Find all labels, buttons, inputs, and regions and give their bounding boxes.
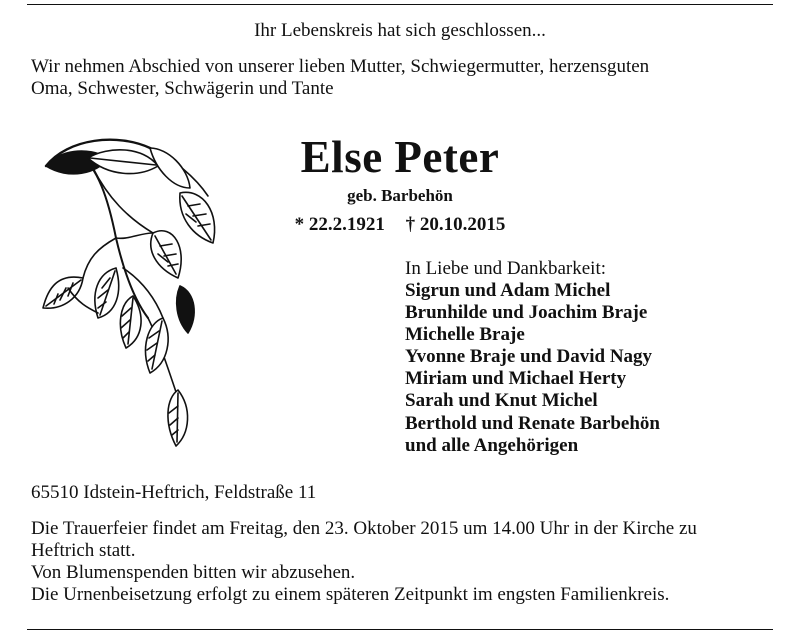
tagline: Ihr Lebenskreis hat sich geschlossen... [254, 20, 546, 41]
mourner-name: Sigrun und Adam Michel [405, 280, 611, 301]
mourner-name: Yvonne Braje und David Nagy [405, 346, 653, 368]
intro-line-1: Wir nehmen Abschied von unserer lieben Mutter, Schwiegermutter, herzensguten [31, 56, 650, 77]
life-dates [250, 214, 550, 236]
birth-date: * 22.2.1921 [294, 214, 385, 235]
mourner-name: Michelle Braje [405, 324, 525, 346]
deceased-name: Else Peter [300, 132, 500, 182]
mourner-name: Sarah und Knut Michel [405, 390, 598, 412]
mourner-name: Berthold und Renate Barbehön [405, 412, 660, 434]
birch-branch-icon [28, 128, 228, 458]
flowers-note: Von Blumenspenden bitten wir abzusehen. [31, 562, 356, 583]
funeral-line-2: Heftrich statt. [31, 540, 136, 561]
mourner-name: Brunhilde und Joachim Braje [405, 302, 648, 324]
bottom-border [27, 629, 773, 630]
mourner-name: und alle Angehörigen [405, 434, 579, 456]
mourners-intro: In Liebe und Dankbarkeit: [405, 258, 607, 279]
funeral-line-1: Die Trauerfeier findet am Freitag, den 23. Oktober 2015 um 14.00 Uhr in der Kirche zu [31, 518, 697, 539]
mourners-list [405, 258, 660, 457]
top-border [27, 4, 773, 5]
intro-line-2: Oma, Schwester, Schwägerin und Tante [31, 78, 334, 99]
death-date: † 20.10.2015 [405, 214, 506, 235]
urn-note: Die Urnenbeisetzung erfolgt zu einem späteren Zeitpunkt im engsten Familienkreis. [31, 584, 670, 605]
address: 65510 Idstein-Heftrich, Feldstraße 11 [31, 482, 317, 503]
born-name: geb. Barbehön [347, 186, 453, 205]
mourner-name: Miriam und Michael Herty [405, 368, 627, 390]
